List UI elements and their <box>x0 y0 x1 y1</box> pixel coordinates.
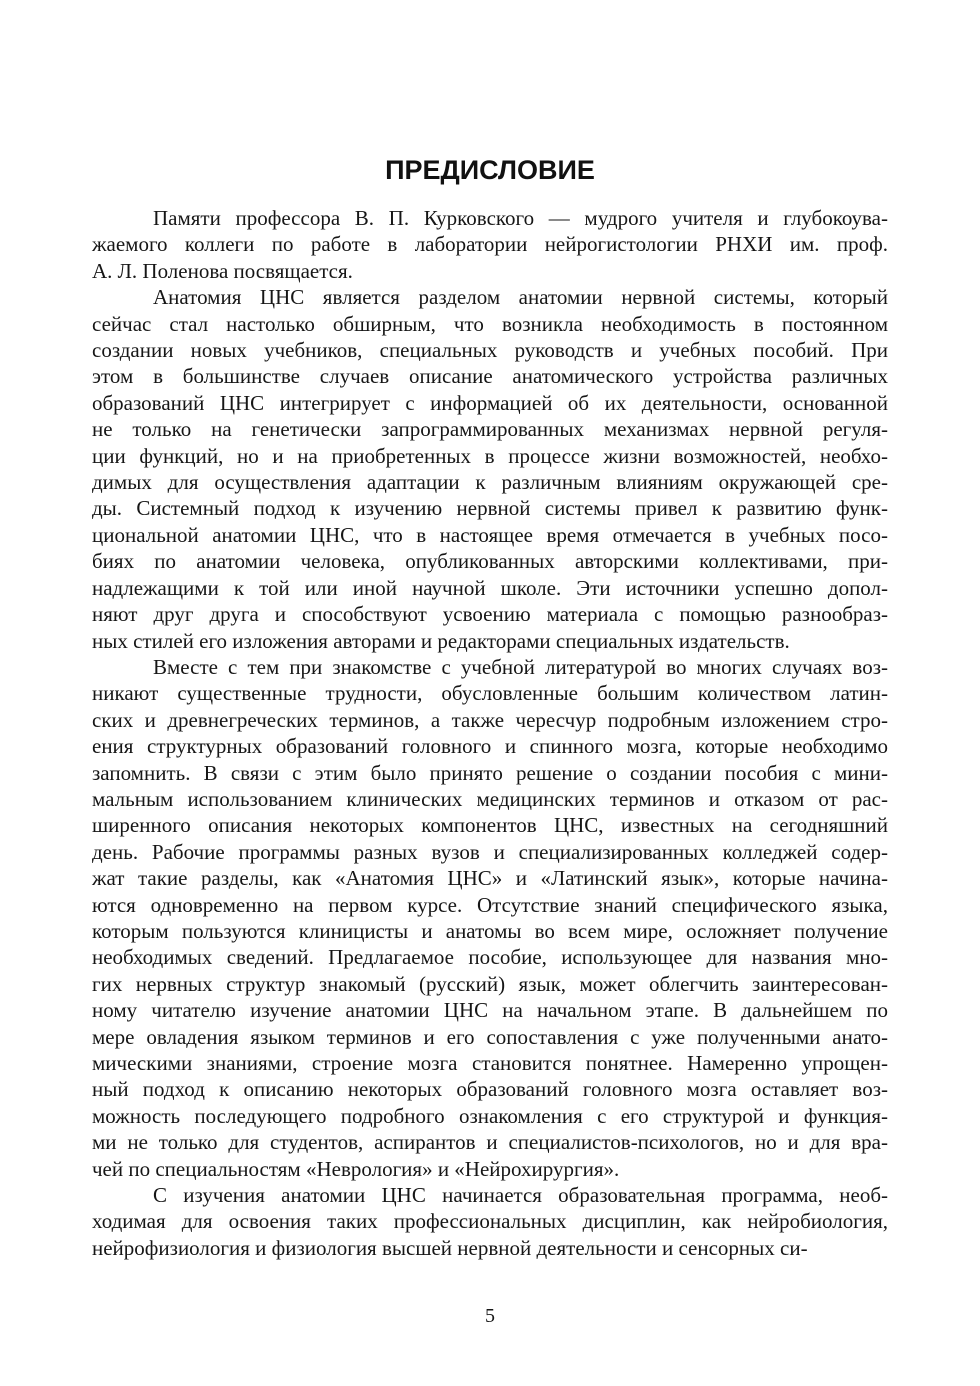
text-line: Анатомия ЦНС является разделом анатомии нервной системы, который <box>153 285 888 310</box>
paragraph <box>92 654 888 1182</box>
text-line: ных стилей его изложения авторами и редакторами специальных издательств. <box>92 628 790 653</box>
text-line: запомнить. В связи с этим было принято решение о создании пособия с мини- <box>92 760 888 785</box>
text-line: надлежащими к той или иной научной школе. Эти источники успешно допол- <box>92 575 888 600</box>
text-line: Памяти профессора В. П. Курковского — мудрого учителя и глубокоува- <box>153 206 888 230</box>
text-line: ских и древнегреческих терминов, а также чересчур подробным изложением стро- <box>92 707 888 732</box>
text-line: С изучения анатомии ЦНС начинается образовательная программа, необ- <box>153 1183 888 1208</box>
text-line: циональной анатомии ЦНС, что в настоящее время отмечается в учебных посо- <box>92 522 888 547</box>
text-line: никают существенные трудности, обусловленные большим количеством латин- <box>92 681 888 706</box>
text-line: Вместе с тем при знакомстве с учебной литературой во многих случаях воз- <box>153 654 888 679</box>
body-text <box>92 205 888 1261</box>
page-number: 5 <box>485 1305 495 1327</box>
text-line: создании новых учебников, специальных руководств и учебных пособий. При <box>92 338 888 363</box>
text-line: биях по анатомии человека, опубликованных авторскими коллективами, при- <box>92 549 888 574</box>
text-line: гих нервных структур знакомый (русский) язык, может облегчить заинтересован- <box>92 971 888 996</box>
text-line: образований ЦНС интегрирует с информацией об их деятельности, основанной <box>92 390 888 415</box>
text-line: можность последующего подробного ознакомления с его структурой и функция- <box>92 1103 888 1128</box>
text-line: ции функций, но и на приобретенных в процессе жизни возможностей, необхо- <box>92 443 888 468</box>
text-line: которым пользуются клиницисты и анатомы во всем мире, осложняет получение <box>92 918 888 943</box>
text-line: этом в большинстве случаев описание анатомического устройства различных <box>92 364 888 389</box>
text-line: ный подход к описанию некоторых образований головного мозга оставляет воз- <box>92 1077 888 1102</box>
text-line: мере овладения языком терминов и его сопоставления с уже полученными анато- <box>92 1024 888 1049</box>
text-line: жаемого коллеги по работе в лаборатории нейрогистологии РНХИ им. проф. <box>92 232 888 257</box>
text-line: ширенного описания некоторых компонентов ЦНС, известных на сегодняшний <box>92 813 888 838</box>
text-line: чей по специальностям «Неврология» и «Нейрохирургия». <box>92 1156 620 1181</box>
text-line: димых для осуществления адаптации к различным влияниям окружающей сре- <box>92 470 888 495</box>
paragraph <box>92 1182 888 1261</box>
text-line: сейчас стал настолько обширным, что возникла необходимость в постоянном <box>92 311 888 336</box>
text-line: няют друг друга и способствуют усвоению материала с помощью разнообраз- <box>92 602 888 627</box>
text-line: мальным использованием клинических медицинских терминов и отказом от рас- <box>92 786 888 811</box>
text-line: ды. Системный подход к изучению нервной системы привел к развитию функ- <box>92 496 888 521</box>
text-line: ения структурных образований головного и спинного мозга, которые необходимо <box>92 734 888 759</box>
text-line: ются одновременно на первом курсе. Отсутствие знаний специфического языка, <box>92 892 888 917</box>
text-line: ходимая для освоения таких профессиональных дисциплин, как нейробиология, <box>92 1209 888 1234</box>
page-title: ПРЕДИСЛОВИЕ <box>385 155 595 185</box>
text-line: мическими знаниями, строение мозга становится понятнее. Намеренно упрощен- <box>92 1051 888 1075</box>
paragraph <box>92 284 888 654</box>
paragraph <box>92 205 888 284</box>
text-line: необходимых сведений. Предлагаемое пособие, использующее для названия мно- <box>92 945 888 970</box>
text-line: ному читателю изучение анатомии ЦНС на начальном этапе. В дальнейшем по <box>92 998 888 1023</box>
text-line: жат такие разделы, как «Анатомия ЦНС» и «Латинский язык», которые начина- <box>92 866 888 891</box>
text-line: А. Л. Поленова посвящается. <box>92 258 353 283</box>
text-line: не только на генетически запрограммированных механизмах нервной регуля- <box>92 417 888 442</box>
text-line: день. Рабочие программы разных вузов и специализированных колледжей содер- <box>92 839 888 864</box>
text-line: нейрофизиология и физиология высшей нервной деятельности и сенсорных си- <box>92 1235 808 1260</box>
text-line: ми не только для студентов, аспирантов и специалистов-психологов, но и для вра- <box>92 1130 888 1155</box>
